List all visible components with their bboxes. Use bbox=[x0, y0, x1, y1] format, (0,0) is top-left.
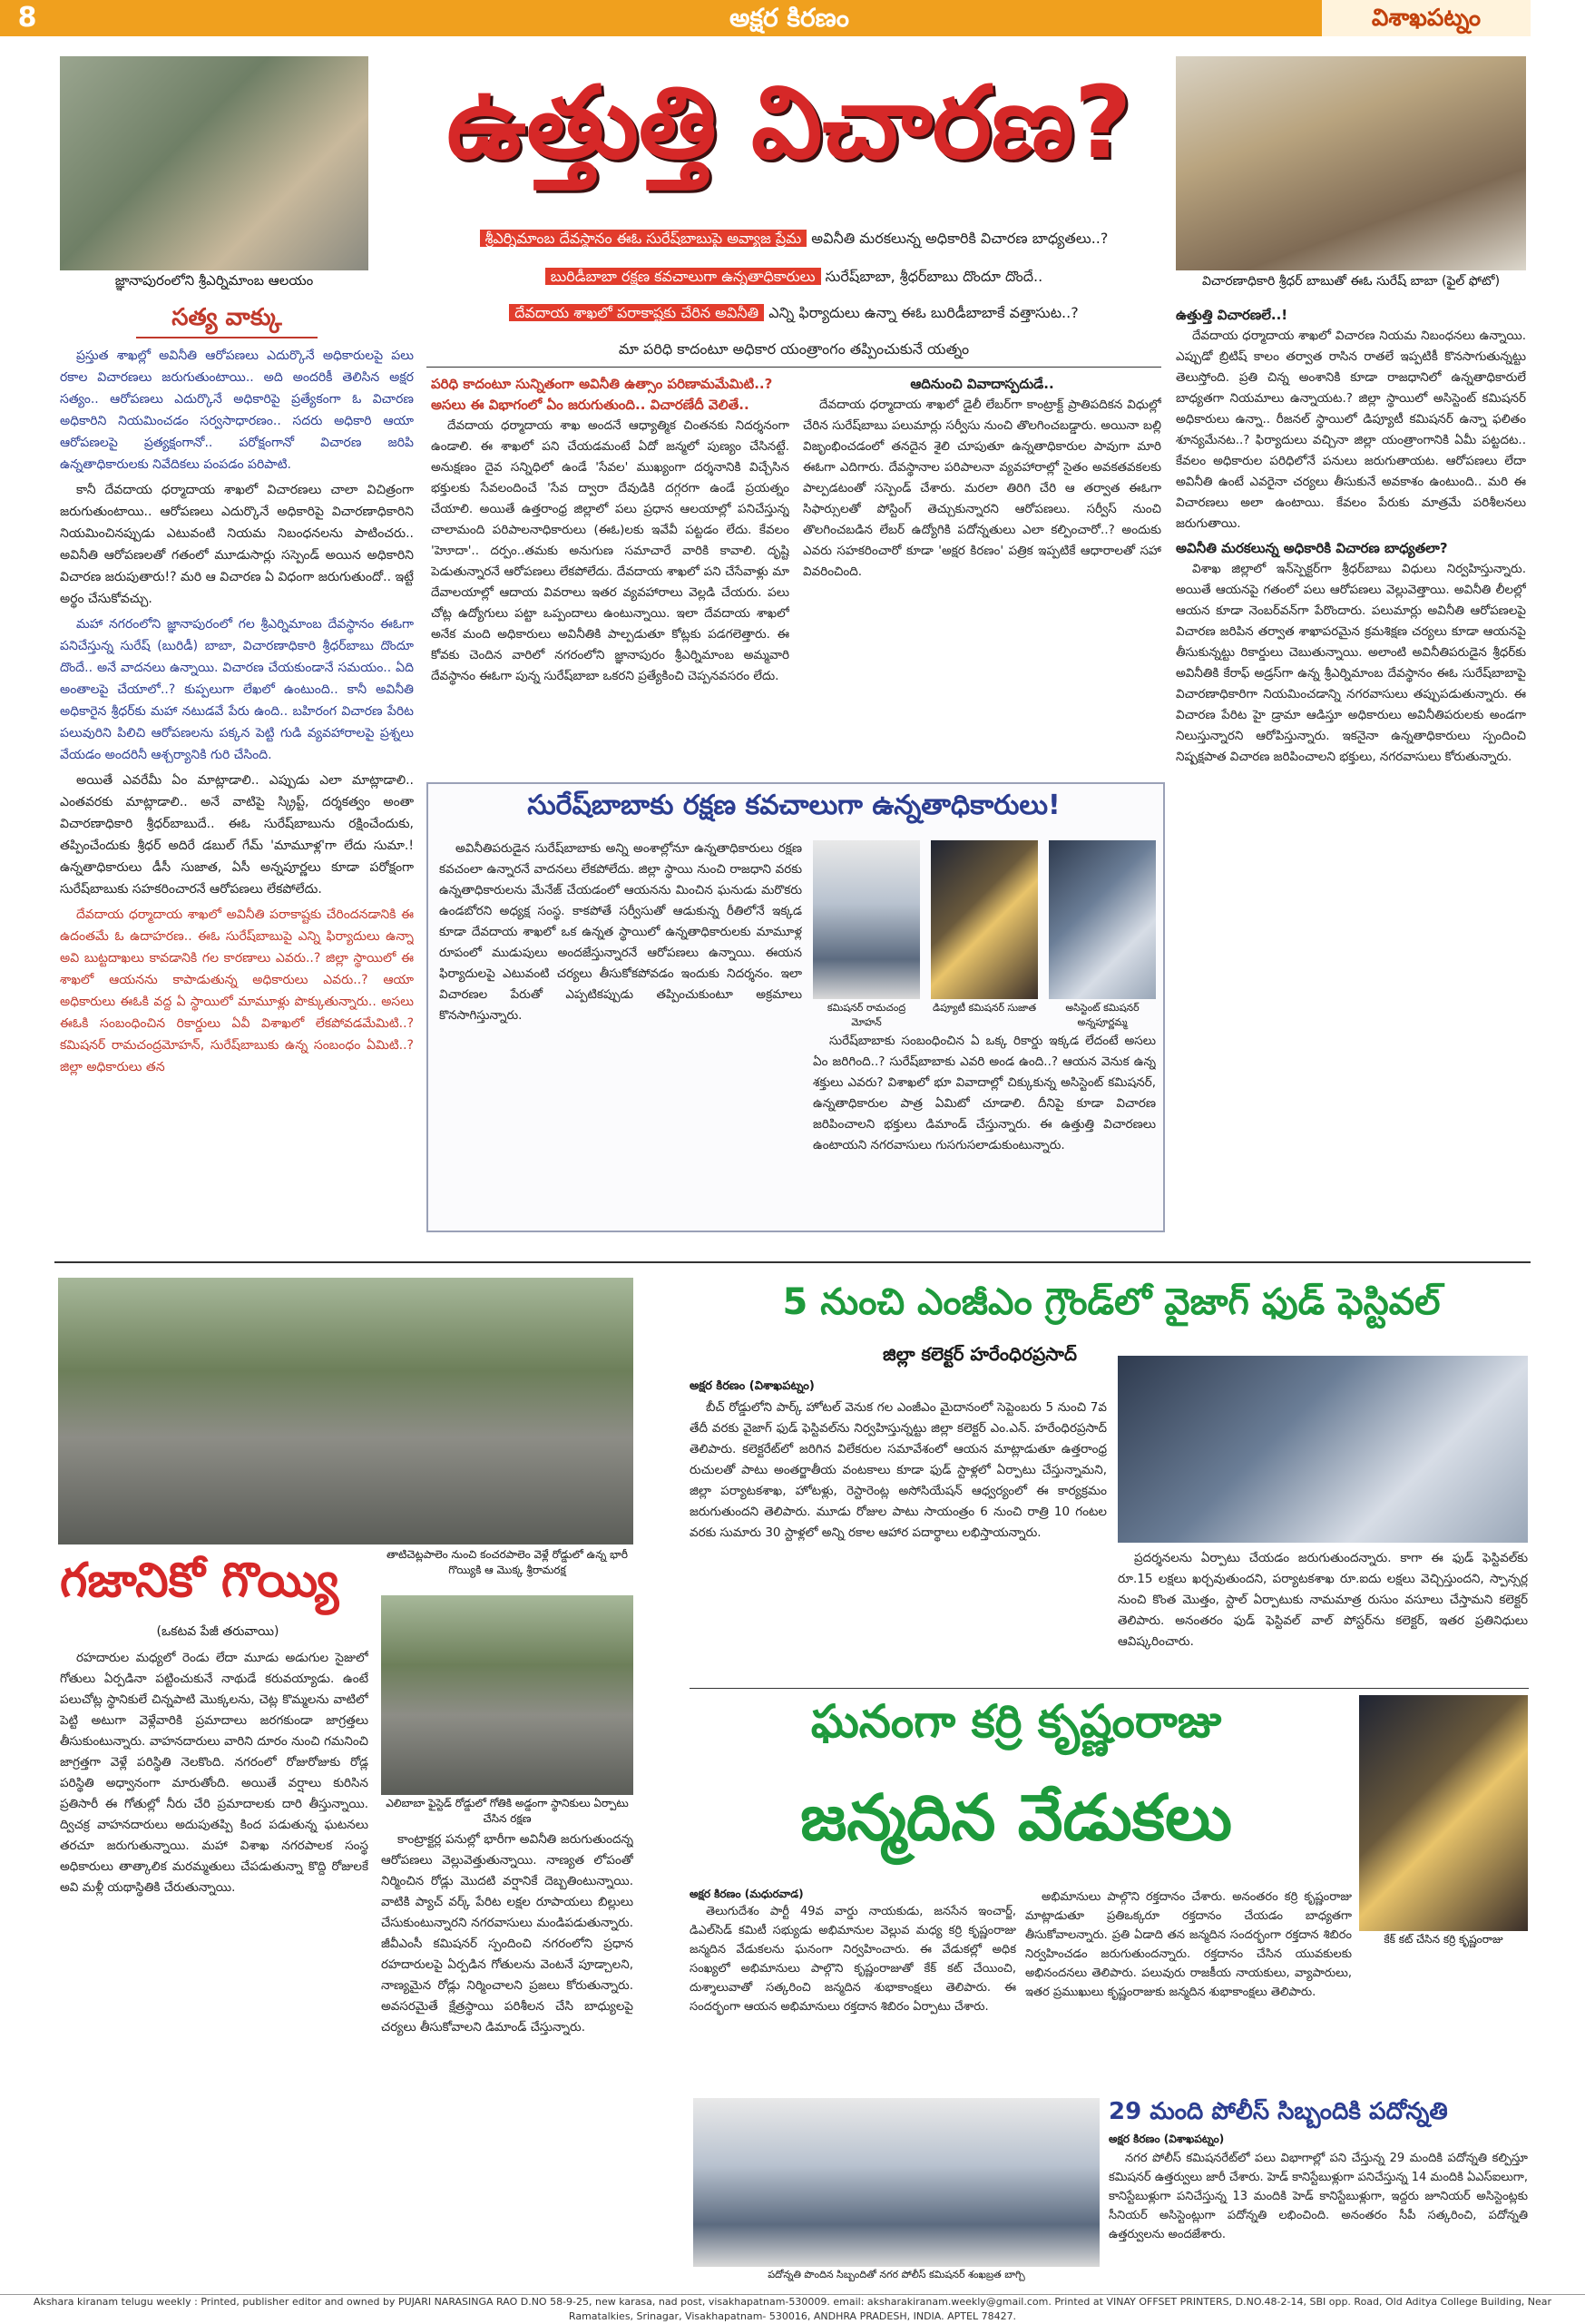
section-divider bbox=[54, 1261, 1531, 1263]
right-subhead-1: ఉత్తుత్తి విచారణలే..! bbox=[1176, 307, 1288, 323]
right-column bbox=[1176, 305, 1526, 1231]
left-column-text bbox=[60, 345, 414, 1234]
portrait-caption-1: కమిషనర్ రామచంద్ర మోహన్ bbox=[827, 1002, 906, 1028]
middle-column-left bbox=[431, 374, 789, 800]
food-headline: 5 నుంచి ఎంజీఎం గ్రౌండ్‌లో వైజాగ్ ఫుడ్ ఫెస్టివల్ bbox=[782, 1281, 1441, 1323]
birthday-text-1 bbox=[690, 1902, 1016, 2084]
protection-text-1 bbox=[439, 838, 802, 1229]
food-text-1 bbox=[690, 1397, 1107, 1679]
pothole-photo-2 bbox=[381, 1595, 633, 1795]
pothole-para-2: కాంట్రాక్టర్ల పనుల్లో భారీగా అవినీతి జరుగుతుందన్న ఆరోపణలు వెల్లువెత్తుతున్నాయి. నాణ్యత లోపంతో నిర్మించిన రోడ్లు మొదటి వర్షానికే దెబ్బతింటున్నాయి. వాటికి ప్యాచ్ వర్క్ పేరిట లక్షల రూపాయలు బిల్లులు చేసుకుంటున్నారని నగరవాసులు మండిపడుతున్నారు. జీవీఎంసీ కమిషనర్ స్పందించి నగరంలోని ప్రధాన రహదారులపై ఏర్పడిన గోతులను వెంటనే పూడ్చాలని, నాణ్యమైన రోడ్లు నిర్మించాలని ప్రజలు కోరుతున్నారు. అవసరమైతే క్షేత్రస్థాయి పరిశీలన చేసి బాధ్యులపై చర్యలు తీసుకోవాలని డిమాండ్ చేస్తున్నారు. bbox=[381, 1832, 633, 2035]
right-text-1: దేవదాయ ధర్మాదాయ శాఖలో విచారణ నియమ నిబంధనలు ఉన్నాయి. ఎప్పుడో బ్రిటిష్ కాలం తర్వాత రాసిన రాతలే ఇప్పటికీ కొనసాగుతున్నట్టు తెలుస్తోంది. ప్రతి చిన్న అంశానికి కూడా రాజధానిలో ఉన్నతాధికారులే బాధ్యతగా నియమాలు ఉన్నాయట.? జిల్లా స్థాయిలో అసిస్టెంట్ కమిషనర్ అధికారులు ఉన్నా.. రీజనల్ స్థాయిలో డిప్యూటీ కమిషనర్ ఉన్నా ఫలితం శూన్యమేనట..? ఫిర్యాదులు వచ్చినా జిల్లా యంత్రాంగానికి ఏమీ పట్టదట.. కేవలం అధికారుల పరిధిలోనే పనులు జరుగుతాయట. ఆరోపణలు లేదా అవినీతి ఉంటే ఎవరైనా చర్యలు తీసుకునే అవకాశం ఉంటుంది.. మరి ఈ విచారణలు అలా ఉంటాయి. కేవలం పేరుకు మాత్రమే పరిశీలనలు జరుగుతాయి. bbox=[1176, 328, 1526, 531]
police-photo bbox=[693, 2098, 1100, 2267]
food-para-2: ప్రదర్శనలను ఏర్పాటు చేయడం జరుగుతుందన్నారు. కాగా ఈ ఫుడ్ ఫెస్టివల్‌కు రూ.15 లక్షలు ఖర్చవుతుందని, పర్యాటకశాఖ రూ.ఐదు లక్షలు వెచ్చిస్తుందని, స్పాన్సర్ల నుంచి కొంత మొత్తం, స్టాల్ ఏర్పాటుకు నామమాత్ర రుసుం వసూలు చేస్తామని కలెక్టర్ తెలిపారు. అనంతరం ఫుడ్ ఫెస్టివల్ వాల్ పోస్టర్‌ను కలెక్టర్, ఇతర ప్రతినిధులు ఆవిష్కరించారు. bbox=[1118, 1551, 1528, 1649]
police-photo-caption: పదోన్నతి పొందిన సిబ్బందితో నగర పోలీస్ కమిషనర్ శంఖబ్రత బాగ్చి bbox=[768, 2269, 1025, 2280]
column-heading: సత్య వాక్కు bbox=[136, 304, 318, 338]
deck-4: సురేష్‌బాబా, శ్రీధర్‌బాబు దొందూ దొందే.. bbox=[825, 268, 1043, 285]
police-text bbox=[1109, 2149, 1528, 2285]
pothole-para-1: రహదారుల మధ్యలో రెండు లేదా మూడు అడుగుల సైజులో గోతులు ఏర్పడినా పట్టించుకునే నాథుడే కరువయ్యాడు. ఉంటే పలుచోట్ల స్థానికులే చిన్నపాటి మొక్కలను, చెట్ల కొమ్మలను వాటిలో పెట్టి అటుగా వెళ్లేవారికి ప్రమాదాలు జరగకుండా జాగ్రత్తలు తీసుకుంటున్నారు. వాహనదారులు వారిని దూరం నుంచి గమనించి జాగ్రత్తగా వెళ్లే పరిస్థితి నెలకొంది. నగరంలో రోజురోజుకు రోడ్ల పరిస్థితి అధ్వానంగా మారుతోంది. అయితే వర్షాలు కురిసిన ప్రతిసారీ ఈ గోతుల్లో నీరు చేరి ప్రమాదాలకు దారి తీస్తున్నాయి. ద్విచక్ర వాహనదారులు అదుపుతప్పి కింద పడుతున్న ఘటనలు తరచూ జరుగుతున్నాయి. మహా విశాఖ నగరపాలక సంస్థ అధికారులు తాత్కాలిక మరమ్మతులు చేపడుతున్నా కొద్ది రోజులకే అవి మళ్లీ యథాస్థితికి చేరుతున్నాయి. bbox=[60, 1651, 368, 1895]
deck-line-4 bbox=[426, 336, 1161, 363]
food-subhead: జిల్లా కలెక్టర్ హరేంధిరప్రసాద్ bbox=[882, 1343, 1077, 1365]
right-subhead-2: అవినీతి మరకలున్న అధికారికి విచారణ బాధ్యతలా? bbox=[1176, 540, 1448, 556]
food-para-1: బీచ్ రోడ్డులోని పార్క్ హోటల్ వెనుక గల ఎంజీఎం మైదానంలో సెప్టెంబరు 5 నుంచి 7వ తేదీ వరకు వైజాగ్ ఫుడ్ ఫెస్టివల్‌ను నిర్వహిస్తున్నట్టు జిల్లా కలెక్టర్ ఎం.ఎన్. హరేంధిరప్రసాద్ తెలిపారు. కలెక్టరేట్‌లో జరిగిన విలేకరుల సమావేశంలో ఆయన మాట్లాడుతూ ఉత్తరాంధ్ర రుచులతో పాటు అంతర్జాతీయ వంటకాలు కూడా ఫుడ్ స్టాళ్లలో ఏర్పాటు చేస్తున్నామని, జిల్లా పర్యాటకశాఖ, హోటళ్లు, రెస్టారెంట్ల అసోసియేషన్ ఆధ్వర్యంలో ఈ కార్యక్రమం జరుగుతుందని తెలిపారు. మూడు రోజుల పాటు సాయంత్రం 6 నుంచి రాత్రి 10 గంటల వరకు సుమారు 30 స్టాళ్లలో అన్ని రకాల ఆహార పదార్థాలు లభిస్తాయన్నారు. bbox=[690, 1400, 1107, 1540]
lead-headline: ఉత్తుత్తి విచారణ? bbox=[446, 64, 1132, 181]
birthday-photo-caption: కేక్ కట్ చేసిన కర్రి కృష్ణంరాజు bbox=[1384, 1933, 1503, 1946]
deck-5: దేవదాయ శాఖలో పరాకాష్టకు చేరిన అవినీతి bbox=[509, 304, 764, 321]
officials-photo-caption: విచారణాధికారి శ్రీధర్ బాబుతో ఈఓ సురేష్ బాబా (ఫైల్ ఫోటో) bbox=[1201, 274, 1501, 289]
deck-line-2 bbox=[426, 263, 1161, 290]
deck-divider bbox=[426, 367, 1161, 368]
protection-para-2: సురేష్‌బాబాకు సంబంధించిన ఏ ఒక్క రికార్డు ఇక్కడ లేదంటే అసలు ఏం జరిగింది..? సురేష్‌బాబాకు ఎవరి అండ ఉంది..? ఆయన వెనుక ఉన్న శక్తులు ఎవరు? విశాఖలో భూ వివాదాల్లో చిక్కుకున్న అసిస్టెంట్ కమిషనర్, ఉన్నతాధికారుల పాత్ర ఏమిటో చూడాలి. దీనిపై కూడా విచారణ జరిపించాలని భక్తులు డిమాండ్ చేస్తున్నారు. ఈ ఉత్తుత్తి విచారణలు ఉంటాయని నగరవాసులు గుసగుసలాడుకుంటున్నారు. bbox=[813, 1034, 1156, 1152]
birthday-headline-1: ఘనంగా కర్రి కృష్ణంరాజు bbox=[810, 1695, 1222, 1748]
temple-photo-caption: జ్ఞానాపురంలోని శ్రీఎర్నిమాంబ ఆలయం bbox=[114, 272, 314, 289]
left-para-3: మహా నగరంలోని జ్ఞానాపురంలో గల శ్రీఎర్నిమాంబ దేవస్థానం ఈఓగా పనిచేస్తున్న సురేష్ (బురిడీ) బాబా, విచారణాధికారి శ్రీధర్‌బాబు దొందూ దొందే.. అనే వాదనలు ఉన్నాయి. విచారణ చేయకుండానే సమయం.. ఏది అంతాలపై చేయాలో..? కుప్పలుగా లేఖలో ఉంటుంది.. కానీ అవినీతి అధికారైన శ్రీధర్‌కు మహా నటుడవే పేరు ఉంది.. బహిరంగ విచారణ పేరిట పలువురిని పిలిచి ఆరోపణలను పక్కన పెట్టి గుడి వ్యవహారాలపై ప్రశ్నలు వేయడం అందరినీ ఆశ్చర్యానికి గురి చేసింది. bbox=[60, 617, 414, 762]
temple-photo bbox=[60, 56, 368, 270]
left-para-2: కానీ దేవదాయ ధర్మాదాయ శాఖలో విచారణలు చాలా విచిత్రంగా జరుగుతుంటాయి.. ఆరోపణలు ఎదుర్కొనే అధికారిపై విచారణాధికారిని నియమించినప్పుడు ఎటువంటి నియమ నిబంధనలను పాటించరు.. అవినీతి ఆరోపణలతో గతంలో మూడుసార్లు సస్పెండ్ అయిన అధికారిని విచారణ జరుపుతారు!? మరి ఆ విచారణ ఏ విధంగా జరుగుతుందో.. ఇట్టే అర్థం చేసుకోవచ్చు. bbox=[60, 483, 414, 606]
left-para-5: దేవదాయ ధర్మాదాయ శాఖలో అవినీతి పరాకాష్టకు చేరిందనడానికి ఈ ఉదంతమే ఓ ఉదాహరణ.. ఈఓ సురేష్‌బాబుపై ఎన్ని ఫిర్యాదులు ఉన్నా అవి బుట్టదాఖలు కావడానికి గల కారణాలు ఎవరు..? జిల్లా స్థాయిలో ఈ శాఖలో ఆయనను కాపాడుతున్న అధికారులు ఎవరు..? ఆయా అధికారులు ఈఓకి వద్ద ఏ స్థాయిలో మామూళ్లు పొక్కుతున్నారు.. అసలు ఈఓకి సంబంధించిన రికార్డులు ఏవీ విశాఖలో లేకపోవడమేమిటి..? కమిషనర్ రామచంద్రమోహన్, సురేష్‌బాబుకు ఉన్న సంబంధం ఏమిటి..? జిల్లా అధికారులు తన bbox=[60, 907, 414, 1074]
protection-text-2 bbox=[813, 1031, 1156, 1226]
footer-imprint: Akshara kiranam telugu weekly : Printed, publisher editor and owned by PUJARI NARASINGA RAO D.NO 58-9-25, new karasa, nad post, visakhapatnam-530009. email: aksharakiranam.weekly@gmail.com. Printed at VINAY OFFSET PRINTERS, D.NO.48-2-14, SBI opp. Road, Old Aditya College Building, Near Ramatalkies, Srinagar, Visakhapatnam- 530016, ANDHRA PRADESH, INDIA. APTEL 78427. bbox=[0, 2294, 1585, 2324]
paper-name: అక్షర కిరణం bbox=[729, 3, 849, 33]
pothole-text-2 bbox=[381, 1829, 633, 2283]
middle-text-2: దేవదాయ ధర్మాదాయ శాఖలో డైలీ లేబర్‌గా కాంట్రాక్ట్ ప్రాతిపదికన విధుల్లో చేరిన సురేష్‌బాబు పలుమార్లు సర్వీసు నుంచి తొలగించబడ్డారు. అయినా బల్లి విజృంభించడంలో తనదైన శైలి చూపుతూ ఉన్నతాధికారుల పావుగా మారి ఈఓగా ఎదిగారు. దేవస్థానాల పరిపాలనా వ్యవహారాల్లో సైతం అవకతవకలకు పాల్పడటంతో సస్పెండ్ చేశారు. మరలా తిరిగి చేరి ఆ తర్వాత ఈఓగా సిఫార్సులతో పోస్టింగ్ తెచ్చుకున్నారని ఆరోపణలు. సర్వీస్ నుంచి తొలగించబడిన లేబర్ ఉద్యోగికి పదోన్నతులు ఎలా కల్పించారో..? అందుకు ఎవరు సహకరించారో కూడా 'అక్షర కిరణం' పత్రిక ఇప్పటికే ఆధారాలతో సహా వివరించింది. bbox=[803, 397, 1161, 579]
middle-column-right bbox=[803, 374, 1161, 800]
birthday-para-2: అభిమానులు పాల్గొని రక్తదానం చేశారు. అనంతరం కర్రి కృష్ణంరాజు మాట్లాడుతూ ప్రతిఒక్కరూ రక్తదానం చేయడం బాధ్యతగా తీసుకోవాలన్నారు. ప్రతి ఏడాది తన జన్మదిన సందర్భంగా రక్తదాన శిబిరం నిర్వహించడం జరుగుతుందన్నారు. రక్తదానం చేసిన యువకులకు అభినందనలు తెలిపారు. పలువురు రాజకీయ నాయకులు, వ్యాపారులు, ఇతర ప్రముఖులు కృష్ణంరాజుకు జన్మదిన శుభాకాంక్షలు తెలిపారు. bbox=[1025, 1890, 1352, 1999]
protection-box bbox=[426, 782, 1165, 1232]
food-dateline: అక్షర కిరణం (విశాఖపట్నం) bbox=[690, 1379, 815, 1393]
page-number-text: 8 bbox=[17, 2, 37, 34]
protection-para-1: అవినీతిపరుడైన సురేష్‌బాబాకు అన్ని అంశాల్లోనూ ఉన్నతాధికారులు రక్షణ కవచంలా ఉన్నారనే వాదనలు లేకపోలేదు. జిల్లా స్థాయి నుంచి రాజధాని వరకు ఉన్నతాధికారులను మేనేజ్ చేయడంలో ఆయనను మించిన ఘనుడు మరొకరు ఉండబోరని అధ్యక్ష సంస్థ. కాకపోతే సర్వీసుతో ఆడుకున్న రీతిలోనే ఇక్కడ కూడా దేవదాయ శాఖలో ఒక ఉన్నత స్థాయిలో ఉన్నతాధికారులకు మామూళ్ల రూపంలో ముడుపులు అందజేస్తున్నారనే ఆరోపణలు ఉన్నాయి. ఈయన ఫిర్యాదులపై ఎటువంటి చర్యలు తీసుకోకపోవడం ఇందుకు నిదర్శనం. ఇలా విచారణల పేరుతో ఎప్పటికప్పుడు తప్పించుకుంటూ అక్రమాలు కొనసాగిస్తున్నారు. bbox=[439, 841, 802, 1023]
deck-3: బురిడీబాబా రక్షణ కవచాలుగా ఉన్నతాధికారులు bbox=[545, 268, 821, 285]
deck-7: మా పరిధి కాదంటూ అధికార యంత్రాంగం తప్పించుకునే యత్నం bbox=[618, 340, 970, 358]
pothole-headline: గజానికో గొయ్యి bbox=[60, 1554, 339, 1608]
police-headline: 29 మంది పోలీస్ సిబ్బందికి పదోన్నతి bbox=[1109, 2098, 1448, 2125]
pothole-byline: (ఒకటవ పేజీ తరువాయి) bbox=[156, 1624, 279, 1639]
birthday-text-2 bbox=[1025, 1888, 1352, 2087]
masthead-bar bbox=[54, 0, 1531, 36]
portrait-assistant bbox=[1049, 840, 1156, 999]
portrait-caption-2: డిప్యూటీ కమిషనర్ సుజాత bbox=[932, 1002, 1037, 1014]
middle-text-1: దేవదాయ ధర్మాదాయ శాఖ అందనే ఆధ్యాత్మిక చింతనకు నిదర్శనంగా ఉండాలి. ఈ శాఖలో పని చేయడమంటే ఏదో జన్మలో పుణ్యం చేసినట్టే. అనుక్షణం దైవ సన్నిధిలో ఉండే 'సేవల' ముఖ్యంగా దర్శనానికి విచ్చేసిన భక్తులకు సేవలందించే 'సేవ ద్వారా దేవుడికి దగ్గరగా ఉండే ప్రయత్నం చేయాలి. అయితే ఉత్తరాంధ్ర జిల్లాలో పలు ప్రధాన ఆలయాల్లో పనిచేస్తున్న చాలామంది పరిపాలనాధికారులు (ఈఓ)లకు ఇవేవీ పట్టడం లేదు. కేవలం 'హెూదా'.. దర్పం..తమకు అనుగుణ సమాచారే వారికి కావాలి. దృష్టి పెడుతున్నారనే ఆరోపణలు లేకపోలేదు. దేవదాయ శాఖలో పని చేసేవాళ్లు మా దేవాలయాల్లో ఆదాయ వివరాలు ఇతర వ్యవహారాలు వెల్లడి చేయరు. పలు చోట్ల ఉద్యోగులు పట్టా ఒప్పందాలు ఉంటున్నాయి. ఇలా దేవదాయ శాఖలో అనేక మంది అధికారులు అవినీతికి పాల్పడుతూ కోట్లకు పడగలెత్తారు. ఈ కోవకు చెందిన వారిలో నగరంలోని జ్ఞానాపురం శ్రీఎర్నిమాంబ అమ్మవారి దేవస్థానం ఈఓగా పున్న సురేష్‌బాబా ఒకరని ప్రత్యేకించి చెప్పనవసరం లేదు. bbox=[431, 418, 789, 683]
portrait-caption-3: అసిస్టెంట్ కమిషనర్ అన్నపూర్ణమ్మ bbox=[1065, 1002, 1140, 1028]
middle-kicker-1: పరిధి కాదంటూ సున్నితంగా అవినీతి ఉత్సాం పరిణామమేమిటి..? bbox=[431, 376, 773, 392]
pothole-text-1 bbox=[60, 1648, 368, 2283]
middle-subhead: ఆదినుంచి వివాదాస్పదుడే.. bbox=[910, 376, 1054, 392]
edition-name: విశాఖపట్నం bbox=[1322, 0, 1531, 36]
portrait-commissioner bbox=[813, 840, 920, 999]
officials-photo bbox=[1176, 56, 1526, 270]
right-text-2: విశాఖ జిల్లాలో ఇన్‌స్పెక్టర్‌గా శ్రీధర్‌బాబు విధులు నిర్వహిస్తున్నారు. అయితే ఆయనపై గతంలో పలు ఆరోపణలు వెల్లువెత్తాయి. అవినీతి లీలల్లో ఆయన కూడా నెంబర్‌వన్‌గా పేరొందారు. పలుమార్లు అవినీతి ఆరోపణలపై విచారణ జరిపిన తర్వాత శాఖాపరమైన క్రమశిక్షణ చర్యలు కూడా ఆయనపై తీసుకున్నట్టు రికార్డులు చెబుతున్నాయి. అలాంటి అవినీతిపరుడైన శ్రీధర్‌కు అవినీతికి కేరాఫ్ అడ్రస్‌గా ఉన్న శ్రీఎర్నిమాంబ దేవస్థానం ఈఓ సురేష్‌బాబాపై విచారణాధికారిగా నియమించడాన్ని నగరవాసులు తప్పుపడుతున్నారు. ఈ విచారణ పేరిట హై డ్రామా ఆడిస్తూ అధికారులు అవినీతిపరులకు అండగా నిలుస్తున్నారని ఆరోపిస్తున్నారు. ఇకనైనా ఉన్నతాధికారులు స్పందించి నిష్పక్షపాత విచారణ జరిపించాలని భక్తులు, నగరవాసులు కోరుతున్నారు. bbox=[1176, 562, 1526, 764]
portrait-deputy bbox=[931, 840, 1038, 999]
divider-birthday bbox=[690, 1688, 1529, 1689]
birthday-headline-2: జన్మదిన వేడుకలు bbox=[800, 1780, 1232, 1855]
page-number bbox=[0, 0, 54, 36]
pothole-photo-1-caption: తాటిచెట్లపాలెం నుంచి కంచరపాలెం వెళ్లే రోడ్డులో ఉన్న భారీ గొయ్యికి ఆ మొక్క శ్రీరామరక్ష bbox=[386, 1548, 629, 1576]
police-para: నగర పోలీస్ కమిషనరేట్‌లో పలు విభాగాల్లో పని చేస్తున్న 29 మందికి పదోన్నతి కల్పిస్తూ కమిషనర్ ఉత్తర్వులు జారీ చేశారు. హెడ్ కానిస్టేబుళ్లుగా పనిచేస్తున్న 14 మందికి ఏఎస్ఐలుగా, కానిస్టేబుళ్లుగా పనిచేస్తున్న 13 మందికి హెడ్ కానిస్టేబుళ్లుగా, ఇద్దరు జూనియర్ అసిస్టెంట్లకు సీనియర్ అసిస్టెంట్లుగా పదోన్నతి లభించింది. అనంతరం సీపీ సత్కరించి, పదోన్నతి ఉత్తర్వులను అందజేశారు. bbox=[1109, 2152, 1528, 2241]
birthday-dateline: అక్షర కిరణం (మధురవాడ) bbox=[690, 1888, 804, 1900]
middle-kicker-2: అసలు ఈ విభాగంలో ఏం జరుగుతుంది.. విచారణేదీ వెలితే.. bbox=[431, 397, 749, 413]
pothole-photo-2-caption: ఎలిబాబా ఫైస్టెడ్ రోడ్డులో గోతికి అడ్డంగా స్థానికులు ఏర్పాటు చేసిన రక్షణ bbox=[386, 1797, 629, 1825]
food-text-2 bbox=[1118, 1548, 1528, 1680]
deck-6: ఎన్ని ఫిర్యాదులు ఉన్నా ఈఓ బురిడీబాబాకే వత్తాసుట..? bbox=[768, 304, 1079, 321]
police-dateline: అక్షర కిరణం (విశాఖపట్నం) bbox=[1109, 2133, 1225, 2145]
pothole-photo-1 bbox=[58, 1278, 633, 1544]
birthday-para-1: తెలుగుదేశం పార్టీ 49వ వార్డు నాయకుడు, జనసేన ఇంచార్జ్, డిఎల్‌సిడ్ కమిటీ సభ్యుడు అభిమానుల వెల్లువ మధ్య కర్రి కృష్ణంరాజు జన్మదిన వేడుకలను ఘనంగా నిర్వహించారు. ఈ వేడుకల్లో అధిక సంఖ్యలో అభిమానులు పాల్గొని కృష్ణంరాజుతో కేక్ కట్ చేయించి, దుశ్శాలువాతో సత్కరించి జన్మదిన శుభాకాంక్షలు తెలిపారు. ఈ సందర్భంగా ఆయన అభిమానులు రక్తదాన శిబిరం ఏర్పాటు చేశారు. bbox=[690, 1905, 1016, 2014]
deck-line-3 bbox=[426, 299, 1161, 327]
protection-headline: సురేష్‌బాబాకు రక్షణ కవచాలుగా ఉన్నతాధికారులు! bbox=[527, 789, 1061, 821]
birthday-photo bbox=[1359, 1695, 1528, 1931]
left-para-1: ప్రస్తుత శాఖల్లో అవినీతి ఆరోపణలు ఎదుర్కొనే అధికారులపై పలు రకాల విచారణలు జరుగుతుంటాయి.. అది అందరికీ తెలిసిన అక్షర సత్యం.. ఆరోపణలు ఎదుర్కొనే అధికారిపై ప్రత్యేకంగా ఓ విచారణ అధికారిని నియమించడం సర్వసాధారణం.. సదరు అధికారి ఆయా ఆరోపణలపై ప్రత్యక్షంగానో.. పరోక్షంగానో విచారణ జరిపి ఉన్నతాధికారులకు నివేదికలు పంపడం పరిపాటి. bbox=[60, 348, 414, 472]
deck-2: అవినీతి మరకలున్న అధికారికి విచారణ బాధ్యతలు..? bbox=[811, 230, 1109, 247]
food-festival-photo bbox=[1118, 1356, 1528, 1543]
deck-line-1 bbox=[426, 225, 1161, 252]
deck-1: శ్రీఎర్నిమాంబ దేవస్థానం ఈఓ సురేష్‌బాబుపై అవ్యాజ ప్రేమ bbox=[480, 230, 807, 247]
left-para-4: అయితే ఎవరేమీ ఏం మాట్లాడాలి.. ఎప్పుడు ఎలా మాట్లాడాలి.. ఎంతవరకు మాట్లాడాలి.. అనే వాటిపై స్క్రిప్ట్, దర్శకత్వం అంతా విచారణాధికారి శ్రీధర్‌బాబుదే.. ఈఓ సురేష్‌బాబును రక్షించేందుకు, తప్పించేందుకు శ్రీధర్ అదిరే డబుల్ గేమ్ 'మామూళ్ల'గా లేదు సుమా.! ఉన్నతాధికారులు డీసీ సుజాత, ఏసీ అన్నపూర్ణలు కూడా పరోక్షంగా సురేష్‌బాబుకు సహకరించారనే ఆరోపణలు లేకపోలేదు. bbox=[60, 773, 414, 897]
